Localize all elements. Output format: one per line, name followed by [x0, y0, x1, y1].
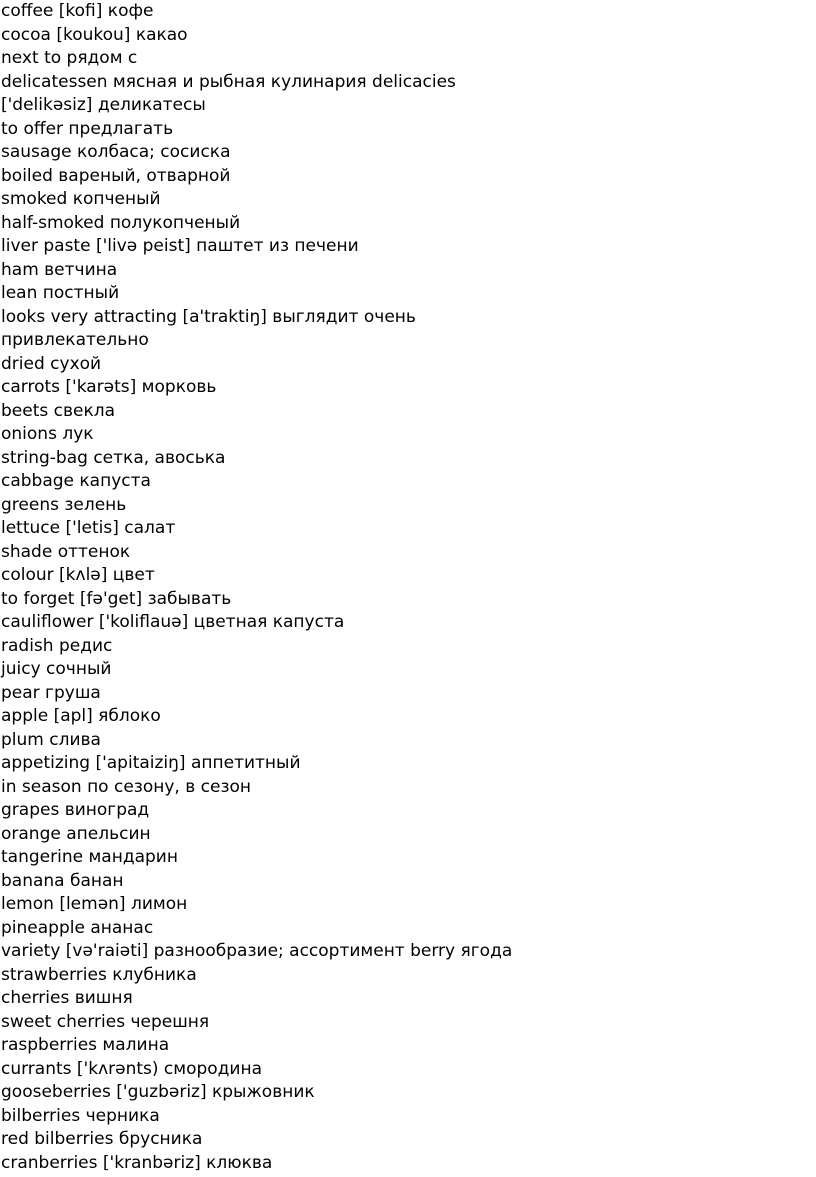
vocab-line: looks very attracting [a'traktiŋ] выглядит очень: [1, 306, 416, 327]
vocab-line: ham ветчина: [1, 259, 118, 280]
vocab-line: banana банан: [1, 870, 124, 891]
vocab-line: grapes виноград: [1, 800, 150, 820]
vocab-line: tangerine мандарин: [1, 847, 178, 867]
vocab-line: onions лук: [1, 424, 94, 444]
vocab-line: coffee [kofi] кофе: [1, 1, 154, 21]
vocab-line: apple [apl] яблоко: [1, 706, 161, 726]
vocab-line: pineapple ананас: [1, 917, 154, 938]
vocab-line: next to рядом с: [1, 48, 138, 68]
vocab-line: carrots ['karəts] морковь: [1, 377, 217, 397]
vocab-line: beets свекла: [1, 400, 116, 421]
vocab-line: radish редис: [1, 635, 113, 656]
vocab-line: orange апельсин: [1, 823, 151, 844]
vocab-line: smoked копченый: [1, 189, 161, 209]
vocab-line: variety [və'raiəti] разнообразие; ассортимент berry ягода: [1, 941, 513, 961]
vocab-line: ['delikəsiz] деликатесы: [1, 95, 206, 115]
vocab-line: привлекательно: [1, 330, 149, 350]
vocab-line: cherries вишня: [1, 988, 133, 1008]
vocab-line: juicy сочный: [1, 659, 112, 679]
vocab-line: liver paste ['livə peist] паштет из печени: [1, 236, 359, 256]
vocab-line: bilberries черника: [1, 1105, 160, 1126]
vocab-line: sausage колбаса; сосиска: [1, 142, 231, 162]
vocab-line: cocoa [koukou] какао: [1, 24, 188, 45]
vocab-line: string-bag сетка, авоська: [1, 447, 226, 468]
vocab-line: red bilberries брусника: [1, 1129, 203, 1149]
vocab-line: cabbage капуста: [1, 471, 151, 491]
vocab-line: cranberries ['kranbəriz] клюква: [1, 1152, 273, 1173]
vocab-line: sweet cherries черешня: [1, 1011, 210, 1032]
vocab-line: cauliflower ['koliflauə] цветная капуста: [1, 612, 345, 632]
vocab-line: strawberries клубника: [1, 964, 197, 985]
vocab-line: plum слива: [1, 729, 101, 750]
vocab-line: boiled вареный, отварной: [1, 165, 231, 186]
vocab-line: lemon [lemən] лимон: [1, 894, 188, 914]
vocab-line: half-smoked полукопченый: [1, 212, 241, 233]
vocab-line: gooseberries ['guzbəriz] крыжовник: [1, 1082, 315, 1102]
vocab-line: to offer предлагать: [1, 118, 174, 139]
vocab-line: colour [kʌlə] цвет: [1, 565, 155, 585]
vocab-line: delicatessen мясная и рыбная кулинария delicacies: [1, 71, 456, 92]
vocab-line: shade оттенок: [1, 541, 131, 562]
vocab-line: in season по сезону, в сезон: [1, 776, 252, 797]
vocabulary-list: [1, 0, 811, 1175]
vocab-line: pear груша: [1, 682, 101, 703]
vocab-line: appetizing ['apitaiziŋ] аппетитный: [1, 753, 301, 773]
vocab-line: raspberries малина: [1, 1035, 170, 1055]
vocab-line: greens зелень: [1, 494, 127, 515]
vocab-line: dried сухой: [1, 353, 102, 374]
vocab-line: lettuce ['letis] салат: [1, 518, 176, 538]
vocab-line: to forget [fə'get] забывать: [1, 588, 232, 609]
vocab-line: currants ['kʌrənts) смородина: [1, 1058, 263, 1079]
vocab-line: lean постный: [1, 283, 120, 303]
